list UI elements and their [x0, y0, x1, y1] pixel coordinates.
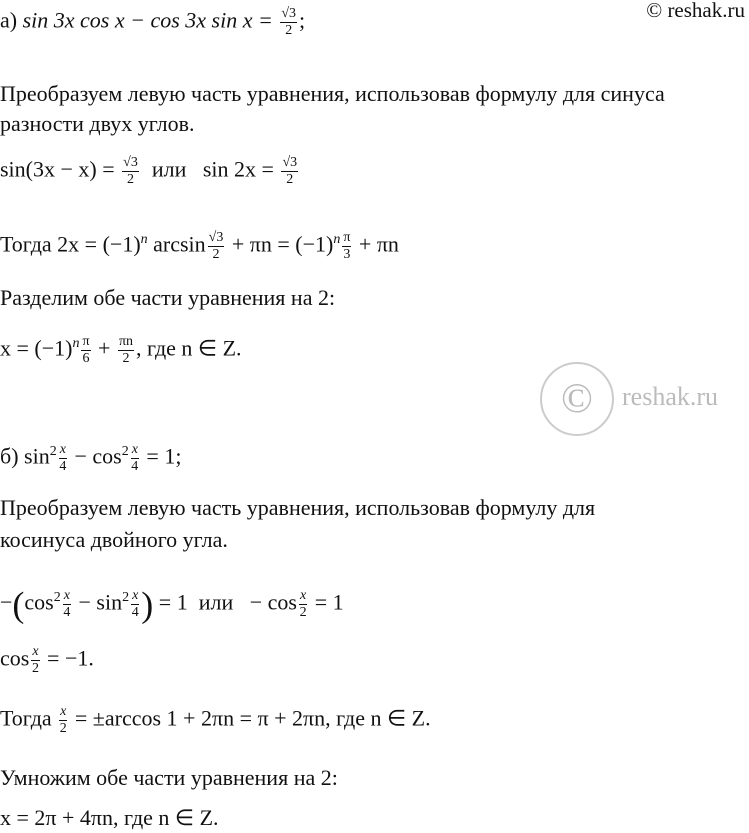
- denominator: 2: [122, 350, 130, 366]
- denominator: 4: [63, 604, 71, 620]
- denominator: 6: [82, 350, 90, 366]
- then-word: Тогда: [0, 231, 52, 257]
- or-word: или: [198, 589, 234, 615]
- numerator: πn: [118, 333, 134, 349]
- semicolon: ;: [299, 7, 306, 33]
- watermark: © reshak.ru: [646, 0, 745, 22]
- numerator: x: [132, 587, 139, 603]
- fraction: [81, 334, 90, 367]
- numerator: x: [60, 704, 67, 719]
- eq-part: x = (−1): [0, 335, 73, 361]
- fraction: [59, 704, 67, 737]
- fraction: [208, 230, 225, 263]
- paragraph-a-2-text: разности двух углов.: [0, 111, 195, 136]
- equation-b-4: [0, 704, 431, 737]
- equation-b-2: $-(\cos^2$ $\frac{x}{4}$ − $\sin^2$ $\frac{x}{4}$ ) = 1 или − cos $\frac{x}{2}$ = 1: [0, 584, 344, 625]
- eq-part: + πn: [358, 231, 399, 257]
- task-label: а): [0, 7, 18, 33]
- fraction: [281, 155, 298, 188]
- denominator: 2: [31, 661, 39, 676]
- func: sin: [96, 589, 123, 615]
- minus: −: [74, 443, 87, 469]
- eq-part: = 1;: [146, 443, 182, 469]
- denominator: 2: [299, 604, 307, 620]
- minus: −: [0, 589, 13, 615]
- fraction: [63, 588, 71, 621]
- minus: −: [78, 589, 91, 615]
- eq-part: = 1: [314, 589, 344, 615]
- numerator: x: [299, 587, 307, 603]
- exponent: 2: [49, 444, 57, 459]
- func: cos: [92, 443, 122, 469]
- numerator: x: [32, 644, 39, 659]
- denominator: 2: [126, 172, 134, 187]
- eq-lhs: sin 3x cos x − cos 3x sin x =: [22, 7, 273, 33]
- denominator: 2: [59, 721, 67, 736]
- denominator: 4: [131, 458, 139, 474]
- denominator: 2: [286, 172, 294, 187]
- numerator: √3: [123, 155, 138, 170]
- divide-text: Разделим обе части уравнения на 2:: [0, 285, 336, 310]
- eq-part: = −1.: [47, 645, 94, 671]
- eq-part: 2x = (−1): [57, 231, 141, 257]
- eq-part: = ±arccos 1 + 2πn = π + 2πn, где n ∈ Z.: [74, 705, 431, 731]
- exponent: 2: [121, 444, 129, 459]
- func: sin: [24, 443, 50, 469]
- paragraph-b-2: косинуса двойного угла.: [0, 527, 228, 552]
- paragraph-b-1: Преобразуем левую часть уравнения, использовав формулу для: [0, 495, 596, 520]
- denominator: 2: [212, 246, 220, 262]
- denominator: 4: [59, 458, 67, 474]
- numerator: x: [59, 441, 66, 457]
- plus: +: [98, 335, 111, 361]
- fraction: [280, 6, 297, 39]
- eq-part: = 1: [158, 589, 188, 615]
- paragraph-a-1: Преобразуем левую часть уравнения, использовав формулу для синуса: [0, 81, 665, 106]
- eq-part: + πn = (−1): [231, 231, 334, 257]
- denominator: 2: [285, 23, 293, 38]
- fraction: [118, 334, 134, 367]
- fraction: [299, 588, 307, 621]
- exponent: n: [72, 336, 80, 351]
- multiply-text: Умножим обе части уравнения на 2:: [0, 765, 338, 790]
- func: cos: [0, 645, 30, 671]
- or-word: или: [151, 156, 187, 182]
- fraction: [342, 230, 351, 263]
- numerator: π: [82, 333, 90, 349]
- exponent: 2: [122, 590, 130, 605]
- fraction: [31, 644, 39, 677]
- fraction: [131, 442, 139, 475]
- numerator: √3: [282, 155, 298, 170]
- numerator: √3: [281, 6, 297, 21]
- eq-part: arcsin: [153, 231, 206, 257]
- numerator: x: [131, 441, 138, 457]
- task-a-equation: [0, 6, 305, 39]
- fraction: [131, 588, 139, 621]
- answer-a: [0, 330, 242, 367]
- task-label: б): [0, 443, 19, 469]
- eq-part: , где n ∈ Z.: [136, 335, 242, 361]
- denominator: 4: [131, 604, 139, 620]
- equation-b-3: [0, 644, 94, 677]
- fraction: [59, 442, 67, 475]
- eq-lhs: sin(3x − x) =: [0, 156, 115, 182]
- denominator: 3: [343, 246, 351, 262]
- numerator: π: [343, 229, 351, 245]
- numerator: √3: [208, 229, 224, 245]
- then-word: Тогда: [0, 705, 52, 731]
- stamp-text: reshak.ru: [622, 382, 719, 411]
- task-b-equation: [0, 438, 181, 475]
- eq-rhs: sin 2x =: [202, 156, 274, 182]
- numerator: x: [63, 587, 70, 603]
- exponent: n: [333, 232, 341, 247]
- copyright-stamp-icon: ©: [540, 362, 614, 436]
- equation-a-3: [0, 226, 399, 263]
- answer-b: x = 2π + 4πn, где n ∈ Z.: [0, 805, 219, 830]
- exponent: n: [140, 232, 148, 247]
- exponent: 2: [53, 590, 61, 605]
- func: cos: [24, 589, 54, 615]
- equation-a-2: [0, 155, 300, 188]
- eq-part: − cos: [249, 589, 297, 615]
- fraction: [122, 155, 139, 188]
